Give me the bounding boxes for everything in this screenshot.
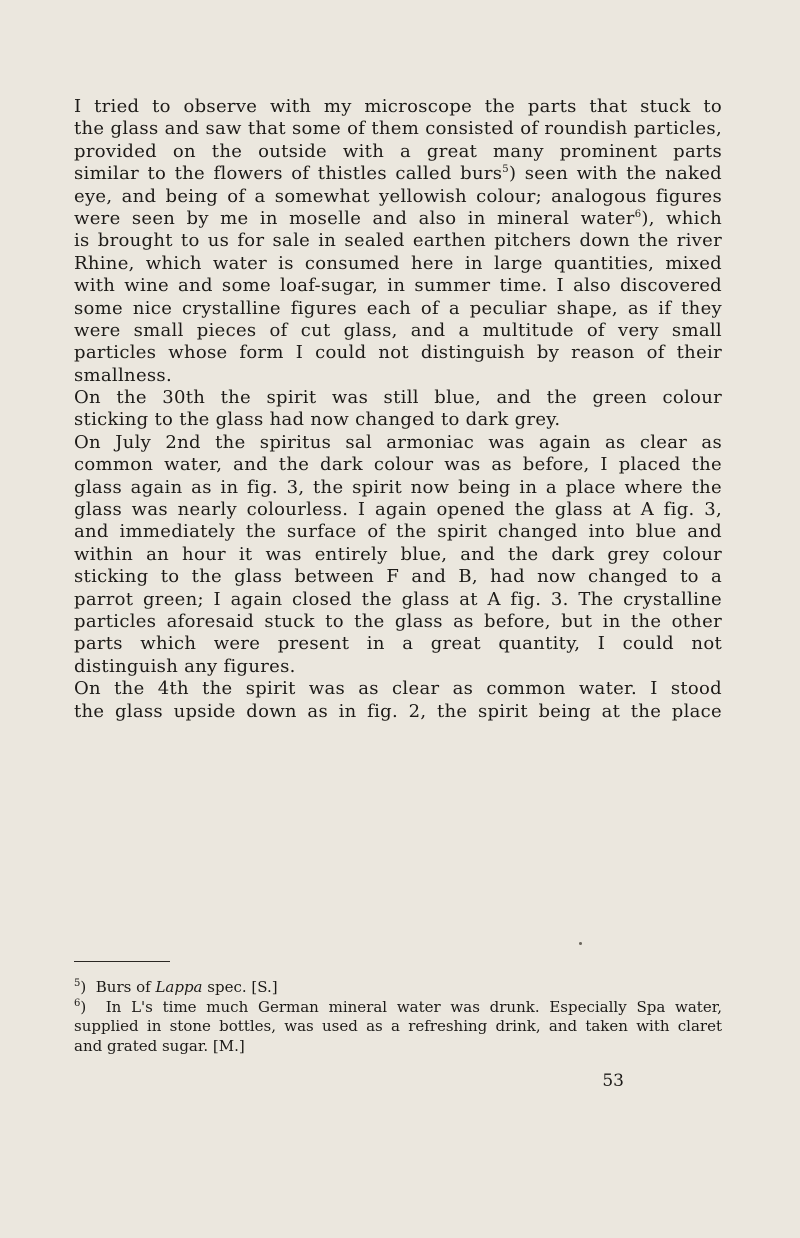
text-segment: similar to the flowers of thistles called burs xyxy=(74,163,503,185)
text-line: common water, and the dark colour was as before, I placed the xyxy=(74,454,722,476)
text-line: particles aforesaid stuck to the glass as before, but in the other xyxy=(74,610,722,632)
footnote-6 xyxy=(74,998,722,1018)
text-line: I tried to observe with my microscope the parts that stuck to xyxy=(74,96,722,117)
footnote-5-text-end: spec. [S.] xyxy=(202,978,278,996)
text-line: parts which were present in a great quantity, I could not xyxy=(74,633,722,655)
text-line: On the 4th the spirit was as clear as common water. I stood xyxy=(74,678,722,700)
text-line: with wine and some loaf-sugar, in summer time. I also discovered xyxy=(74,275,722,297)
text-segment: were seen by me in moselle and also in mineral water xyxy=(74,207,635,229)
text-line: the glass upside down as in fig. 2, the spirit being at the place xyxy=(74,700,722,722)
text-line-with-footnote-5 xyxy=(74,163,722,185)
text-line: sticking to the glass between F and B, had now changed to a xyxy=(74,566,722,588)
text-segment: ) seen with the naked xyxy=(508,163,722,185)
text-line: parrot green; I again closed the glass at A fig. 3. The crystalline xyxy=(74,588,722,610)
footnote-mark-paren: ) xyxy=(80,978,87,996)
text-line: smallness. xyxy=(74,364,172,386)
footnote-6-line-1: In L's time much German mineral water was drunk. Especially Spa water, xyxy=(105,997,722,1016)
text-line: provided on the outside with a great many prominent parts xyxy=(74,140,722,162)
text-line: the glass and saw that some of them consisted of roundish particles, xyxy=(74,118,722,140)
footnote-6-line-3: and grated sugar. [M.] xyxy=(74,1036,245,1055)
footnote-ref-6[interactable]: 6 xyxy=(634,208,642,220)
body-text xyxy=(74,96,722,723)
footnote-5-italic: Lappa xyxy=(155,978,203,996)
text-line-with-footnote-6 xyxy=(74,208,722,230)
print-speck xyxy=(579,942,582,945)
text-line: within an hour it was entirely blue, and the dark grey colour xyxy=(74,543,722,565)
text-line: Rhine, which water is consumed here in large quantities, mixed xyxy=(74,252,722,274)
text-segment: ), which xyxy=(641,207,723,229)
footnote-divider xyxy=(74,961,170,962)
footnote-5 xyxy=(74,978,722,998)
text-line: sticking to the glass had now changed to dark grey. xyxy=(74,409,561,431)
footnote-6-line-2: supplied in stone bottles, was used as a refreshing drink, and taken with claret xyxy=(74,1017,722,1035)
text-line: eye, and being of a somewhat yellowish colour; analogous figures xyxy=(74,185,722,207)
text-line: On the 30th the spirit was still blue, and the green colour xyxy=(74,387,722,409)
text-line: glass again as in fig. 3, the spirit now being in a place where the xyxy=(74,476,722,498)
page-number: 53 xyxy=(602,1071,624,1091)
text-line: were small pieces of cut glass, and a multitude of very small xyxy=(74,319,722,341)
text-line: is brought to us for sale in sealed earthen pitchers down the river xyxy=(74,230,722,252)
text-line: glass was nearly colourless. I again opened the glass at A fig. 3, xyxy=(74,499,722,521)
text-line: some nice crystalline figures each of a peculiar shape, as if they xyxy=(74,297,722,319)
text-line: distinguish any figures. xyxy=(74,655,296,677)
footnotes xyxy=(74,978,722,1056)
footnote-mark-5: 5 xyxy=(74,978,81,989)
text-line: and immediately the surface of the spirit changed into blue and xyxy=(74,521,722,543)
footnote-5-text: Burs of xyxy=(95,978,156,996)
footnote-mark-paren: ) xyxy=(80,997,87,1016)
footnote-mark-6: 6 xyxy=(74,997,81,1009)
text-line: particles whose form I could not distinguish by reason of their xyxy=(74,342,722,364)
text-line: On July 2nd the spiritus sal armoniac was again as clear as xyxy=(74,431,722,453)
footnote-ref-5[interactable]: 5 xyxy=(502,164,509,176)
